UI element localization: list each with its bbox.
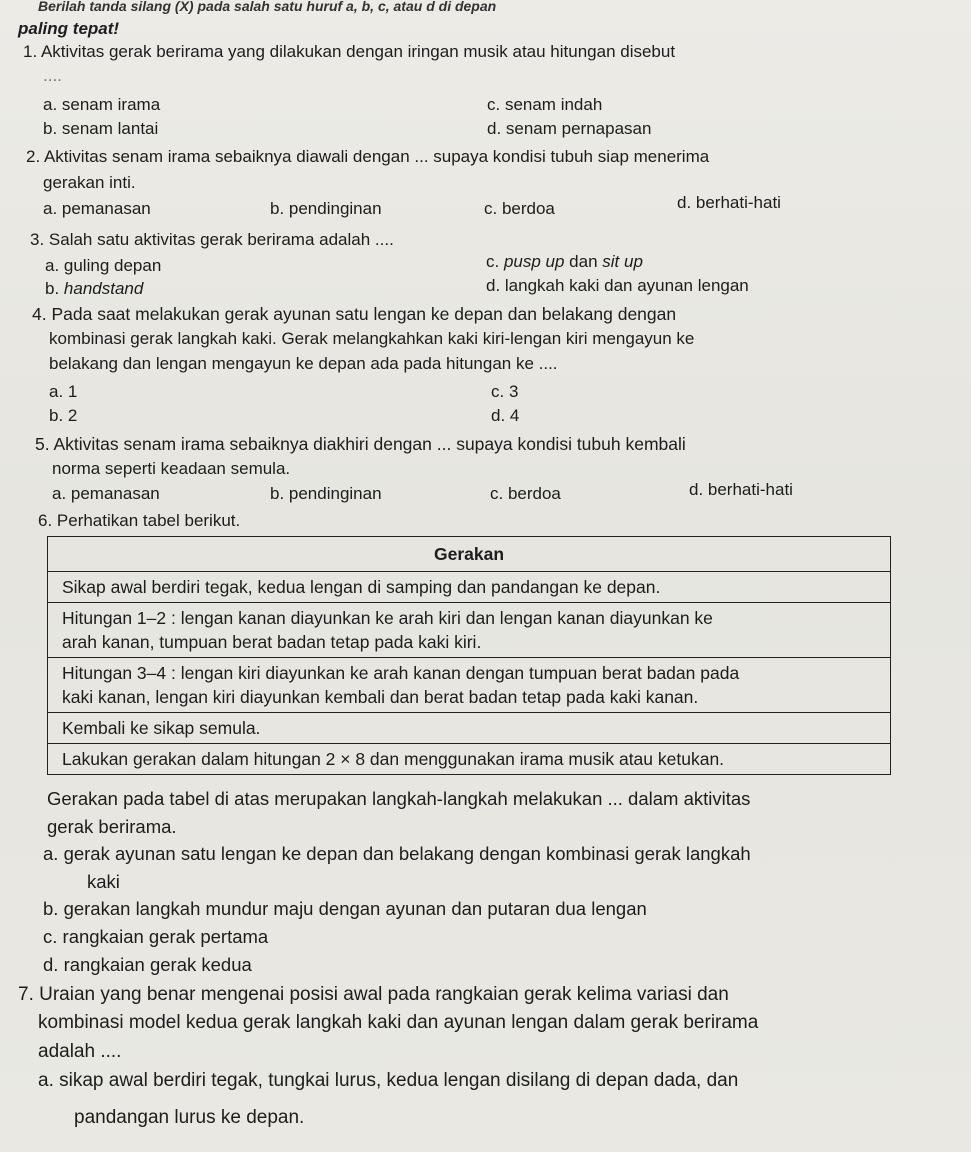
q6-option-d[interactable]: d. rangkaian gerak kedua <box>43 954 252 975</box>
q4-option-b[interactable]: b. 2 <box>49 406 78 425</box>
table-cell: Sikap awal berdiri tegak, kedua lengan di samping dan pandangan ke depan. <box>48 572 891 603</box>
q3-option-a[interactable]: a. guling depan <box>45 256 162 275</box>
table-row <box>48 572 891 603</box>
q2-text-2: gerakan inti. <box>43 173 136 192</box>
q5-text-2: norma seperti keadaan semula. <box>52 459 291 478</box>
q1-option-b[interactable]: b. senam lantai <box>43 119 159 138</box>
q3-option-c-text-1: pusp up <box>503 252 565 271</box>
table-row <box>48 658 891 713</box>
table-cell-line: Hitungan 1–2 : lengan kanan diayunkan ke arah kiri dan lengan kanan diayunkan ke <box>62 608 713 628</box>
q6-text-1: 6. Perhatikan tabel berikut. <box>38 511 241 530</box>
q1-text-2: .... <box>43 66 62 85</box>
q3-option-c-prefix: c. <box>486 252 504 271</box>
q4-option-a[interactable]: a. 1 <box>49 382 78 401</box>
q5-option-a[interactable]: a. pemanasan <box>52 484 160 503</box>
q3-option-c[interactable] <box>486 252 643 272</box>
q6-option-c[interactable]: c. rangkaian gerak pertama <box>43 926 269 947</box>
q1-text-1: 1. Aktivitas gerak berirama yang dilakukan dengan iringan musik atau hitungan disebut <box>23 42 676 61</box>
q7-option-a-line-2[interactable]: pandangan lurus ke depan. <box>74 1107 305 1128</box>
table-cell-line: kaki kanan, lengan kiri diayunkan kembali dan berat badan tetap pada kaki kanan. <box>62 687 699 707</box>
q5-text-1: 5. Aktivitas senam irama sebaiknya diakhiri dengan ... supaya kondisi tubuh kembali <box>35 434 686 454</box>
q2-option-d[interactable]: d. berhati-hati <box>677 193 781 212</box>
q4-text-3: belakang dan lengan mengayun ke depan ada pada hitungan ke .... <box>49 354 558 373</box>
q4-option-c[interactable]: c. 3 <box>491 382 519 401</box>
q3-text-1: 3. Salah satu aktivitas gerak berirama adalah .... <box>30 230 394 249</box>
q3-option-c-suffix: dan <box>564 252 603 271</box>
q2-option-a[interactable]: a. pemanasan <box>43 199 151 218</box>
q3-option-d[interactable]: d. langkah kaki dan ayunan lengan <box>486 276 749 295</box>
q4-option-d[interactable]: d. 4 <box>491 406 520 425</box>
q7-text-1: 7. Uraian yang benar mengenai posisi awal pada rangkaian gerak kelima variasi dan <box>18 984 729 1005</box>
q5-option-b[interactable]: b. pendinginan <box>270 484 382 503</box>
q6-option-a-line-1[interactable]: a. gerak ayunan satu lengan ke depan dan belakang dengan kombinasi gerak langkah <box>43 843 751 864</box>
q1-option-a[interactable]: a. senam irama <box>43 95 161 114</box>
table-cell-line: Hitungan 3–4 : lengan kiri diayunkan ke arah kanan dengan tumpuan berat badan pada <box>62 663 740 683</box>
table-row <box>48 713 891 744</box>
q3-option-b[interactable] <box>45 279 143 299</box>
q2-text-1: 2. Aktivitas senam irama sebaiknya diawali dengan ... supaya kondisi tubuh siap menerima <box>26 147 710 166</box>
table-row <box>48 603 891 658</box>
table-row <box>48 744 891 775</box>
table-cell-line: arah kanan, tumpuan berat badan tetap pada kaki kiri. <box>62 632 482 652</box>
q2-option-b[interactable]: b. pendinginan <box>270 199 382 218</box>
q7-text-2: kombinasi model kedua gerak langkah kaki dan ayunan lengan dalam gerak berirama <box>38 1012 759 1033</box>
q3-option-b-text: handstand <box>63 279 144 298</box>
q6-after-1: Gerakan pada tabel di atas merupakan langkah-langkah melakukan ... dalam aktivitas <box>47 788 751 809</box>
q2-option-c[interactable]: c. berdoa <box>484 199 555 218</box>
q6-option-b[interactable]: b. gerakan langkah mundur maju dengan ayunan dan putaran dua lengan <box>43 898 647 919</box>
table-header-row <box>48 537 891 572</box>
table-cell: Kembali ke sikap semula. <box>48 713 891 744</box>
q6-option-a-line-2[interactable]: kaki <box>87 871 120 892</box>
q5-option-d[interactable]: d. berhati-hati <box>689 480 793 499</box>
q4-text-2: kombinasi gerak langkah kaki. Gerak melangkahkan kaki kiri-lengan kiri mengayun ke <box>49 329 695 348</box>
movement-table <box>47 536 891 775</box>
q3-option-b-prefix: b. <box>45 279 64 298</box>
q6-after-2: gerak berirama. <box>47 816 177 837</box>
table-header-gerakan: Gerakan <box>48 537 891 572</box>
instruction-line-1: Berilah tanda silang (X) pada salah satu huruf a, b, c, atau d di depan <box>38 0 497 14</box>
q1-option-d[interactable]: d. senam pernapasan <box>487 119 652 138</box>
q5-option-c[interactable]: c. berdoa <box>490 484 561 503</box>
q1-option-c[interactable]: c. senam indah <box>487 95 603 114</box>
table-cell: Lakukan gerakan dalam hitungan 2 × 8 dan menggunakan irama musik atau ketukan. <box>48 744 891 775</box>
instruction-line-2: paling tepat! <box>18 19 120 38</box>
q7-option-a-line-1[interactable]: a. sikap awal berdiri tegak, tungkai lurus, kedua lengan disilang di depan dada, dan <box>38 1070 739 1091</box>
q4-text-1: 4. Pada saat melakukan gerak ayunan satu lengan ke depan dan belakang dengan <box>32 304 677 324</box>
table-cell <box>48 603 891 658</box>
q3-option-c-text-2: sit up <box>602 252 643 271</box>
q7-text-3: adalah .... <box>38 1041 122 1062</box>
table-cell <box>48 658 891 713</box>
